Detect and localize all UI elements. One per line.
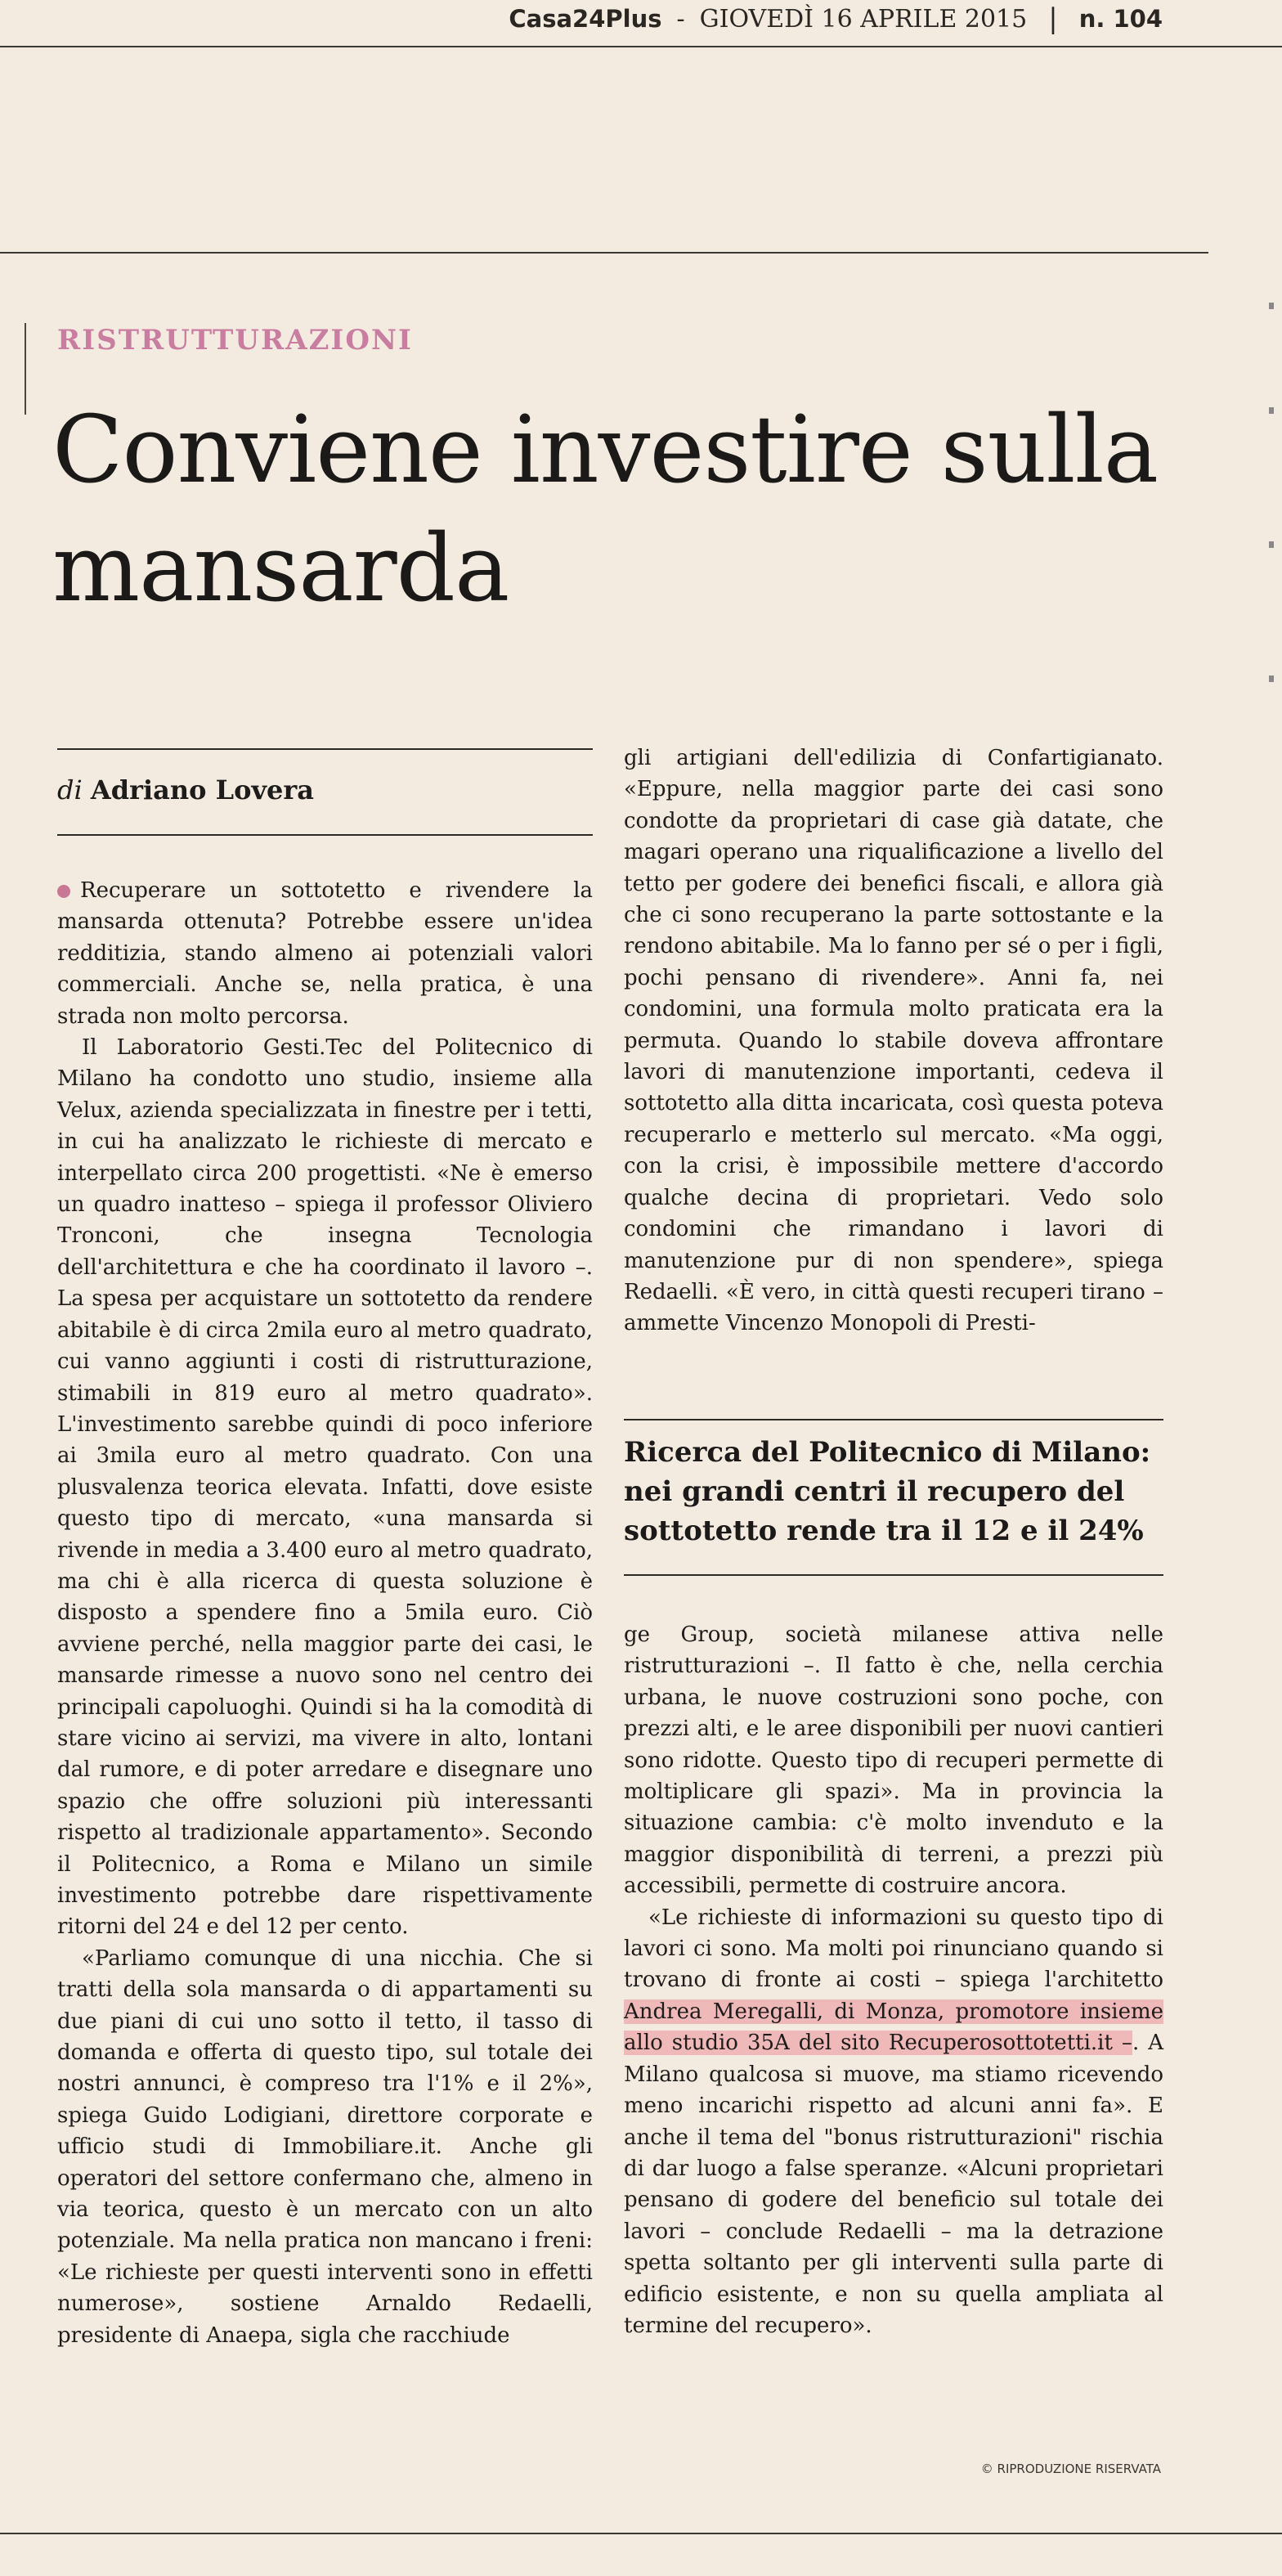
paragraph [57, 875, 593, 1032]
article-headline: Conviene investire sulla mansarda [52, 396, 1159, 622]
issue-number: n. 104 [1078, 5, 1163, 33]
section-rule [0, 252, 1208, 254]
pullquote-bottom-rule [624, 1574, 1163, 1576]
paragraph [624, 1902, 1163, 2342]
paragraph: «Parliamo comunque di una nicchia. Che si tratti della sola mansarda o di appartamenti su due piani di cui uno sotto il tetto, il tasso di domanda e offerta di questo tipo, sul totale dei nostri annunci, è compreso tra l'1% e il 2%», spiega Guido Lodigiani, direttore corporate e ufficio studi di Immobiliare.it. Anche gli operatori del settore confermano che, almeno in via teorica, questo è un mercato con un alto potenziale. Ma nella pratica non mancano i freni: «Le richieste per questi interventi sono in effetti numerose», sostiene Arnaldo Redaelli, presidente di Anaepa, sigla che racchiude [57, 1945, 593, 2348]
publication-name: Casa24Plus [509, 5, 662, 33]
byline-top-rule [57, 748, 593, 750]
header-separator: - [676, 4, 685, 34]
scan-mark [1269, 407, 1274, 414]
bottom-rule [0, 2533, 1282, 2534]
copyright-notice: © RIPRODUZIONE RISERVATA [980, 2462, 1161, 2476]
scan-mark [1269, 675, 1274, 682]
paragraph: gli artigiani dell'edilizia di Confartigianato. «Eppure, nella maggior parte dei casi sono condotte da proprietari di case già datate, che magari operano una riqualificazione a livello del tetto per godere dei benefici fiscali, e allora già che ci sono recuperano la parte sottostante e la rendono abitabile. Ma lo fanno per sé o per i figli, pochi pensano di rivendere». Anni fa, nei condomini, una formula molto praticata era la permuta. Quando lo stabile doveva affrontare lavori di manutenzione importanti, cedeva il sottotetto alla ditta incaricata, così questa poteva recuperarlo e metterlo sul mercato. «Ma oggi, con la crisi, è impossibile mettere d'accordo qualche decina di proprietari. Vedo solo condomini che rimandano i lavori di manutenzione pur di non spendere», spiega Redaelli. «È vero, in città questi recuperi tirano – ammette Vincenzo Monopoli di Presti- [624, 746, 1163, 1336]
scan-mark [1269, 541, 1274, 548]
pullquote-top-rule [624, 1419, 1163, 1420]
section-kicker: RISTRUTTURAZIONI [57, 324, 413, 357]
paragraph: ge Group, società milanese attiva nelle ristrutturazioni –. Il fatto è che, nella cerchia urbana, le nuove costruzioni sono poche, con prezzi alti, e le aree disponibili per nuovi cantieri sono ridotte. Questo tipo di recuperi permette di moltiplicare gli spazi». Ma in provincia la situazione cambia: c'è molto invenduto e la maggior disponibilità di terreni, a prezzi più accessibili, permette di costruire ancora. [624, 1622, 1163, 1899]
byline-prefix: di [57, 774, 83, 806]
byline [57, 772, 593, 808]
paragraph-text: . A Milano qualcosa si muove, ma stiamo ricevendo meno incarichi rispetto ad alcuni anni fa». E anche il tema del "bonus ristrutturazioni" rischia di dar luogo a false speranze. «Alcuni proprietari pensano di godere del beneficio sul totale dei lavori – conclude Redaelli – ma la detrazione spetta soltanto per gli interventi sulla parte di edificio esistente, e non su quella ampliata al termine del recupero». [624, 2031, 1163, 2338]
header-divider: | [1048, 2, 1058, 35]
paragraph-text: «Le richieste di informazioni su questo tipo di lavori ci sono. Ma molti poi rinunciano quando si trovano di fronte ai costi – spiega l'architetto [624, 1905, 1163, 1993]
highlighted-text: Andrea Meregalli, di Monza, promotore insieme allo studio 35A del sito Recuperosottotetti.it – [624, 1999, 1163, 2056]
paragraph: Il Laboratorio Gesti.Tec del Politecnico di Milano ha condotto uno studio, insieme alla Velux, azienda specializzata in finestre per i tetti, in cui ha analizzato le richieste di mercato e interpellato circa 200 progettisti. «Ne è emerso un quadro inatteso – spiega il professor Oliviero Tronconi, che insegna Tecnologia dell'architettura e che ha coordinato il lavoro –. La spesa per acquistare un sottotetto da rendere abitabile è di circa 2mila euro al metro quadrato, cui vanno aggiunti i costi di ristrutturazione, stimabili in 819 euro al metro quadrato». L'investimento sarebbe quindi di poco inferiore ai 3mila euro al metro quadrato. Con una plusvalenza teorica elevata. Infatti, dove esiste questo tipo di mercato, «una mansarda si rivende in media a 3.400 euro al metro quadrato, ma chi è alla ricerca di questa soluzione è disposto a spendere fino a 5mila euro. Ciò avviene perché, nella maggior parte dei casi, le mansarde rimesse a nuovo sono nel centro dei principali capoluoghi. Quindi si ha la comodità di stare vicino ai servizi, ma vivere in alto, lontani dal rumore, e di poter arredare e disegnare uno spazio che offre soluzioni più interessanti rispetto al tradizionale appartamento». Secondo il Politecnico, a Roma e Milano un simile investimento potrebbe dare rispettivamente ritorni del 24 e del 12 per cento. [57, 1035, 593, 1940]
byline-bottom-rule [57, 834, 593, 836]
pullquote: Ricerca del Politecnico di Milano: nei grandi centri il recupero del sottotetto rende tra il 12 e il 24% [624, 1436, 1151, 1547]
article-column-left [57, 875, 593, 2486]
publication-date: GIOVEDÌ 16 APRILE 2015 [699, 4, 1028, 34]
kicker-vertical-rule [25, 323, 26, 415]
scan-mark [1269, 303, 1274, 309]
paragraph-text: Recuperare un sottotetto e rivendere la mansarda ottenuta? Potrebbe essere un'idea redditizia, stando almeno ai potenziali valori commerciali. Anche se, nella pratica, è una strada non molto percorsa. [57, 878, 593, 1029]
author-name: Adriano Lovera [90, 774, 314, 806]
article-column-right-bottom [624, 1619, 1163, 2470]
top-rule [0, 46, 1282, 47]
bullet-icon [57, 885, 70, 898]
page-header [491, 0, 1163, 38]
article-column-right-top [624, 743, 1163, 1405]
